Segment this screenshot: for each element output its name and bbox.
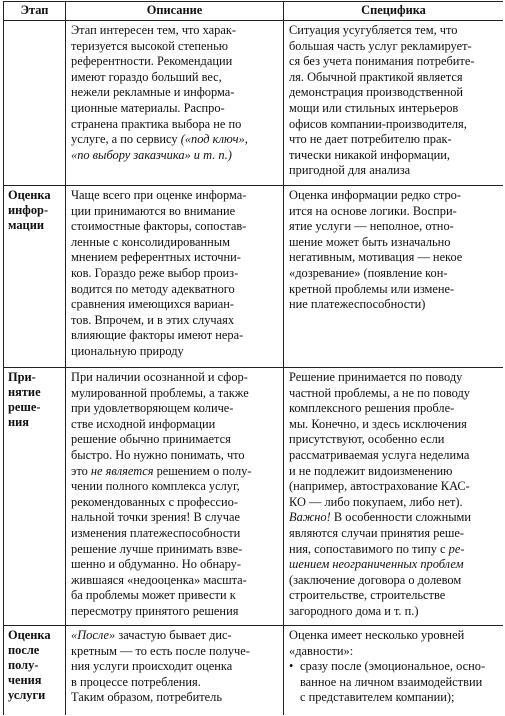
specifics-text: (заключение договора о долевом строительстве, строительстве загородного дома и т. п.)	[289, 572, 462, 618]
header-description: Описание	[66, 2, 284, 21]
description-text: решением о полу- чении полного комплекса услуг, рекомендованных с профессио- нальной точки зрения! В случае изменения платежеспособности решение лучше принимать взве- шенно и обдуманно. Но обнару- жившаяся «недооценка» масшта- ба проблемы может привести к пересмотру принятого решения	[71, 463, 252, 618]
description-cell: Чаще всего при оценке информа- ции принимаются во внимание стоимостные факторы, сопостав- ленные с консолидированным мнением референтных источни- ков. Гораздо реже выбор произ- водится по методу адекватного сравнения имеющихся вариан- тов. Впрочем, и в этих случаях влияющие факторы имеют нера- циональную природу	[66, 186, 284, 368]
table-row	[4, 368, 504, 626]
description-cell	[66, 21, 284, 186]
description-cell	[66, 368, 284, 626]
specifics-text: Оценка имеет несколько уровней «давности»:	[289, 628, 465, 658]
stage-cell: Оценка инфор- мации	[4, 186, 66, 368]
stage-cell: Оценка после полу- чения услуги	[4, 626, 66, 716]
stage-cell: При- нятие реше- ния	[4, 368, 66, 626]
stage-cell	[4, 21, 66, 186]
description-cell	[66, 626, 284, 716]
description-italic: («под ключ», «по выбору заказчика» и т. п.)	[71, 132, 248, 162]
document-page	[3, 1, 503, 715]
table-row	[4, 186, 504, 368]
specifics-cell: Ситуация усугубляется тем, что большая часть услуг рекламирует- ся без учета понимания потребите- ля. Обычной практикой является демонстрация производственной мощи или стильных интерьеров офисов компании-производителя, что не дает потребителю прак- тически никакой информации, пригодной для анализа	[284, 21, 504, 186]
specifics-cell	[284, 368, 504, 626]
specifics-cell	[284, 626, 504, 716]
specifics-cell: Оценка информации редко стро- ится на основе логики. Воспри- ятие услуги — неполное, отно- шение может быть изначально негативным, мотивация — некое «дозревание» (появление кон- кретной проблемы или измене- ние платежеспособности)	[284, 186, 504, 368]
description-italic: не является	[90, 463, 154, 478]
specifics-italic: ре- шением неограниченных проблем	[289, 541, 465, 572]
table-header-row	[4, 2, 504, 21]
stages-table	[3, 1, 503, 715]
description-text: При наличии осознанной и сфор- мулированной проблемы, а также при удовлетворяющем количе- стве исходной информации решение обычно принимается быстро. Но нужно понимать, что это	[71, 370, 249, 478]
specifics-italic: Важно!	[289, 510, 331, 525]
header-stage: Этап	[4, 2, 66, 21]
table-row	[4, 21, 504, 186]
description-text: Этап интересен тем, что харак- теризуется высокой степенью референтности. Рекомендации имеют гораздо больший вес, нежели рекламные и информа- ционные материалы. Распро- странена практика выбора не по услуге, а по сервису	[71, 23, 242, 147]
specifics-list	[289, 659, 498, 706]
specifics-text: В особенности сложными являются случаи принятия реше- ния, сопоставимого по типу с	[289, 510, 472, 556]
table-row	[4, 626, 504, 716]
list-item: • сразу после (эмоциональное, осно- ванное на личном взаимодействии с представителем компании);	[289, 659, 498, 706]
description-italic: «После»	[71, 628, 116, 642]
description-text: зачастую бывает дис- кретным — то есть после получе- ния услуги происходит оценка в процессе потребления. Таким образом, потребитель	[71, 628, 250, 705]
header-specifics: Специфика	[284, 2, 504, 21]
specifics-text: Решение принимается по поводу частной проблемы, а не по поводу комплексного решения пробле- мы. Конечно, и здесь исключения присутствуют, особенно если рассматриваемая услуга неделима и не подлежит видоизменению (например, автострахование КАС- КО — либо покупаем, либо нет).	[289, 370, 470, 509]
